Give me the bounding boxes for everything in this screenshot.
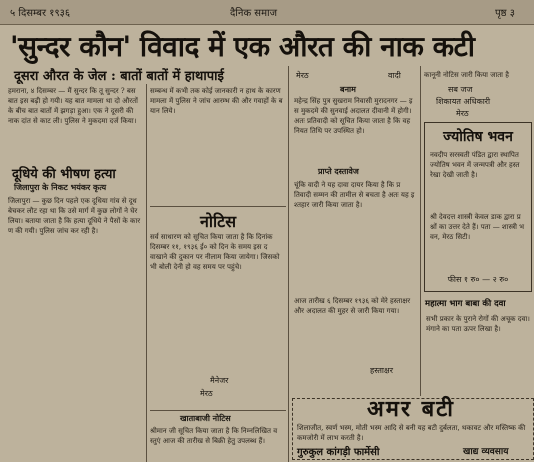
column-2-intro: सम्बन्ध में कभी तक कोई जानकारी न हाथ के कारण मामला में पुलिस ने जांच आरम्भ की और गवाहों के बयान लिये। [150,87,283,115]
column-rule-3 [420,66,421,396]
col3-stamp: हस्ताक्षर [370,366,393,375]
col3-place: मेरठ [296,71,309,80]
row-rule-notice [150,206,286,207]
column-rule-2 [288,66,289,462]
jyotish-body: नवदीप सरस्वती पंडित द्वारा स्थापित ज्योतिष भवन में जन्मपत्री और हस्तरेखा देखी जाती है। [430,151,520,179]
col3-subtitle: प्राप्ते दस्तावेज [318,166,359,176]
notice-place: मेरठ [200,389,213,398]
jyotish-ad-box [424,122,532,292]
amar-bati-body: शिलाजीत, स्वर्ण भस्म, मोती भस्म आदि से बनी यह बटी दुर्बलता, थकावट और मस्तिष्क की कमजोरी में लाभ करती है। [297,424,526,442]
section-title-murder: दूधिये की भीषण हत्या [12,167,116,182]
amar-bati-tagline: खाद्य व्यवसाय [463,447,509,457]
column-rule-1 [146,84,147,462]
col4-city: मेरठ [456,109,469,118]
jyotish-fee: फीस १ रु० — २ रु० [447,275,509,284]
sub-headline: दूसरा औरत के जेल : बातों बातों में हाथापाई [14,69,224,84]
lower-notice-body: श्रीमान जी सूचित किया जाता है कि निम्नलिखित वस्तुएं आज की तारीख से बिक्री हेतु उपलब्ध हैं। [150,427,278,445]
col4-judge: सब जज [448,85,473,94]
jyotish-title: ज्योतिष भवन [443,129,513,145]
col4-officer: शिकायत अधिकारी [436,97,491,106]
main-headline: 'सुन्दर कौन' विवाद में एक औरत की नाक कटी [10,30,475,63]
jyotish-body-2: श्री देवदत्त शास्त्री केवल डाक द्वारा प्रश्नों का उत्तर देते हैं। पता — शास्त्री भवन, मेरठ सिटी। [430,213,525,241]
dawa-ad-title: महात्मा भाग बाबा की दवा [425,299,506,309]
col3-plaintiff: वादी [388,71,401,80]
notice-title: नोटिस [199,212,237,231]
row-rule-lower [150,410,286,411]
amar-bati-title: अमर बटी [367,396,455,422]
col3-versus: बनाम [340,84,356,94]
col4-legal-notice: कानूनी नोटिस जारी किया जाता है [424,71,509,79]
notice-body: सर्व साधारण को सूचित किया जाता है कि दिनांक दिसम्बर ११, १९३६ ई० को दिन के समय इस दवाखाने की दुकान पर नीलाम किया जायेगा। जिसको भी बोली देनी हो वह समय पर पहुंचे। [150,233,280,271]
header-page: पृष्ठ ३ [495,8,515,19]
header-masthead: दैनिक समाज [230,8,278,19]
col3-body-2: चूंकि वादी ने यह दावा दायर किया है कि प्रतिवादी सम्मन की तामील से बचता है अतः यह इश्तहार जारी किया जाता है। [294,181,415,209]
column-1-intro: हमराना, ४ दिसम्बर — मैं सुन्दर कि तू सुन्दर ? बस बात इस बढ़ी हो गयी। यह बात मामला था दो औरतों के बीच बात बातों में झगड़ा हुआ। एक ने दूसरी की नाक दांत से काट ली। पुलिस ने मुकदमा दर्ज किया। [8,87,138,125]
amar-bati-maker: गुरुकुल कांगड़ी फार्मेसी [297,447,380,458]
col3-date-line: आज तारीख ६ दिसम्बर १९३६ को मेरे हस्ताक्षर और अदालत की मुहर से जारी किया गया। [294,297,411,315]
header-date: ५ दिसम्बर १९३६ [10,8,71,19]
section-subtitle: जिलापुरा के निकट भयंकर कृत्य [14,182,107,192]
col3-body: महेन्द्र सिंह पुत्र सुखराम निवासी मुरादनगर — इस मुकदमे की सुनवाई अदालत दीवानी में होगी। अतः प्रतिवादी को सूचित किया जाता है कि वह नियत तिथि पर उपस्थित हो। [294,97,413,135]
column-1-body: जिलापुरा — कुछ दिन पहले एक दूधिया गांव से दूध बेचकर लौट रहा था कि उसे मार्ग में कुछ लोगों ने घेर लिया। बताया जाता है कि हत्या दूधिये ने पैसों के कारण की गयी। पुलिस जांच कर रही है। [8,197,141,235]
amar-bati-ad [292,398,534,460]
dawa-ad-body: सभी प्रकार के पुराने रोगों की अचूक दवा। मंगाने का पता ऊपर लिखा है। [426,315,530,333]
lower-notice-title: खाताबाजी नोटिस [180,413,231,423]
page-header [0,0,534,25]
notice-signature: मैनेजर [210,376,229,385]
